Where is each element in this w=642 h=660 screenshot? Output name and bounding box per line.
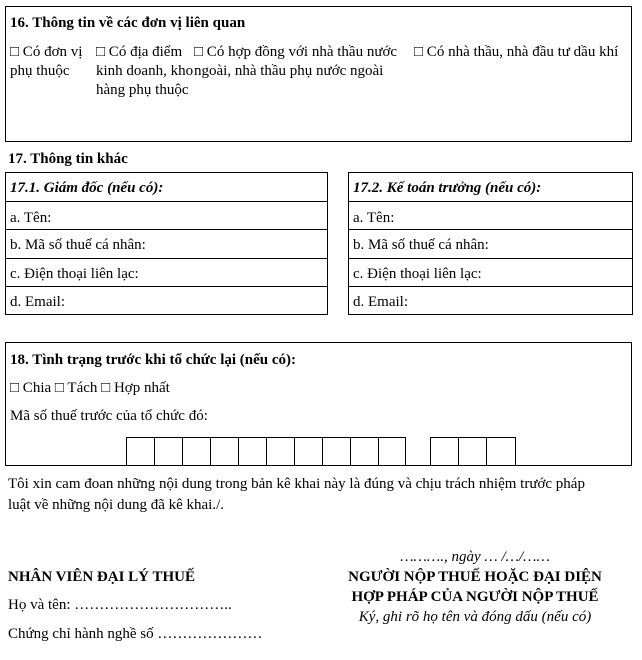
tax-code-suffix-cell[interactable] bbox=[458, 438, 486, 466]
accountant-name-label: a. Tên: bbox=[353, 210, 395, 226]
section-18-title: 18. Tình trạng trước khi tổ chức lại (nếu có): bbox=[10, 352, 297, 368]
option-business-location[interactable]: □ Có địa điểm kinh doanh, kho hàng phụ thuộc bbox=[96, 44, 194, 98]
agent-name-line: Họ và tên: ………………………….. bbox=[8, 597, 232, 613]
director-tax-row[interactable] bbox=[6, 229, 327, 259]
signature-note: Ký, ghi rõ họ tên và đóng dấu (nếu có) bbox=[358, 609, 592, 625]
tax-code-cell[interactable] bbox=[154, 438, 182, 466]
tax-code-cell[interactable] bbox=[294, 438, 322, 466]
option-dependent-unit[interactable]: □ Có đơn vị phụ thuộc bbox=[10, 44, 83, 79]
tax-code-cell[interactable] bbox=[238, 438, 266, 466]
accountant-email-label: d. Email: bbox=[353, 294, 408, 310]
director-phone-label: c. Điện thoại liên lạc: bbox=[10, 266, 139, 282]
director-heading: 17.1. Giám đốc (nếu có): bbox=[10, 180, 164, 196]
director-phone-row[interactable] bbox=[6, 258, 327, 287]
director-email-row[interactable] bbox=[6, 286, 327, 315]
accountant-heading: 17.2. Kế toán trưởng (nếu có): bbox=[353, 180, 542, 196]
tax-code-suffix-cell[interactable] bbox=[486, 438, 516, 466]
section-16-box bbox=[5, 6, 632, 142]
accountant-name-row[interactable] bbox=[349, 201, 632, 230]
declaration-text: Tôi xin cam đoan những nội dung trong bản kê khai này là đúng và chịu trách nhiệm trước pháp luật về những nội dung đã kê khai./. bbox=[8, 476, 585, 513]
director-tax-label: b. Mã số thuế cá nhân: bbox=[10, 237, 146, 253]
director-name-label: a. Tên: bbox=[10, 210, 52, 226]
tax-code-cell[interactable] bbox=[266, 438, 294, 466]
tax-code-cells-main[interactable] bbox=[126, 437, 406, 467]
date-line: ………., ngày … /…/…… bbox=[400, 549, 550, 565]
tax-code-cell[interactable] bbox=[126, 438, 154, 466]
previous-tax-code-label: Mã số thuế trước của tổ chức đó: bbox=[10, 408, 208, 424]
accountant-tax-label: b. Mã số thuế cá nhân: bbox=[353, 237, 489, 253]
option-foreign-contractor[interactable]: □ Có hợp đồng với nhà thầu nước ngoài, nhà thầu phụ nước ngoài bbox=[194, 44, 398, 79]
accountant-phone-label: c. Điện thoại liên lạc: bbox=[353, 266, 482, 282]
option-oil-gas-contractor[interactable]: □ Có nhà thầu, nhà đầu tư dầu khí bbox=[414, 44, 619, 60]
tax-code-cell[interactable] bbox=[182, 438, 210, 466]
tax-code-cell[interactable] bbox=[350, 438, 378, 466]
section-16-title: 16. Thông tin về các đơn vị liên quan bbox=[10, 15, 246, 31]
accountant-phone-row[interactable] bbox=[349, 258, 632, 287]
director-name-row[interactable] bbox=[6, 201, 327, 230]
agent-certificate-line: Chứng chỉ hành nghề số ………………… bbox=[8, 626, 263, 642]
taxpayer-title-line1: NGƯỜI NỘP THUẾ HOẶC ĐẠI DIỆN bbox=[348, 569, 602, 585]
accountant-box bbox=[348, 172, 633, 315]
reorganization-options[interactable]: □ Chia □ Tách □ Hợp nhất bbox=[10, 380, 170, 396]
tax-code-cell[interactable] bbox=[378, 438, 406, 466]
tax-code-cell[interactable] bbox=[210, 438, 238, 466]
director-box bbox=[5, 172, 328, 315]
director-email-label: d. Email: bbox=[10, 294, 65, 310]
accountant-tax-row[interactable] bbox=[349, 229, 632, 259]
taxpayer-title-line2: HỢP PHÁP CỦA NGƯỜI NỘP THUẾ bbox=[351, 589, 599, 605]
tax-code-cells-suffix[interactable] bbox=[430, 437, 516, 467]
agent-staff-title: NHÂN VIÊN ĐẠI LÝ THUẾ bbox=[8, 569, 195, 585]
tax-code-cell[interactable] bbox=[322, 438, 350, 466]
tax-code-suffix-cell[interactable] bbox=[430, 438, 458, 466]
accountant-email-row[interactable] bbox=[349, 286, 632, 315]
section-17-title: 17. Thông tin khác bbox=[8, 151, 128, 167]
